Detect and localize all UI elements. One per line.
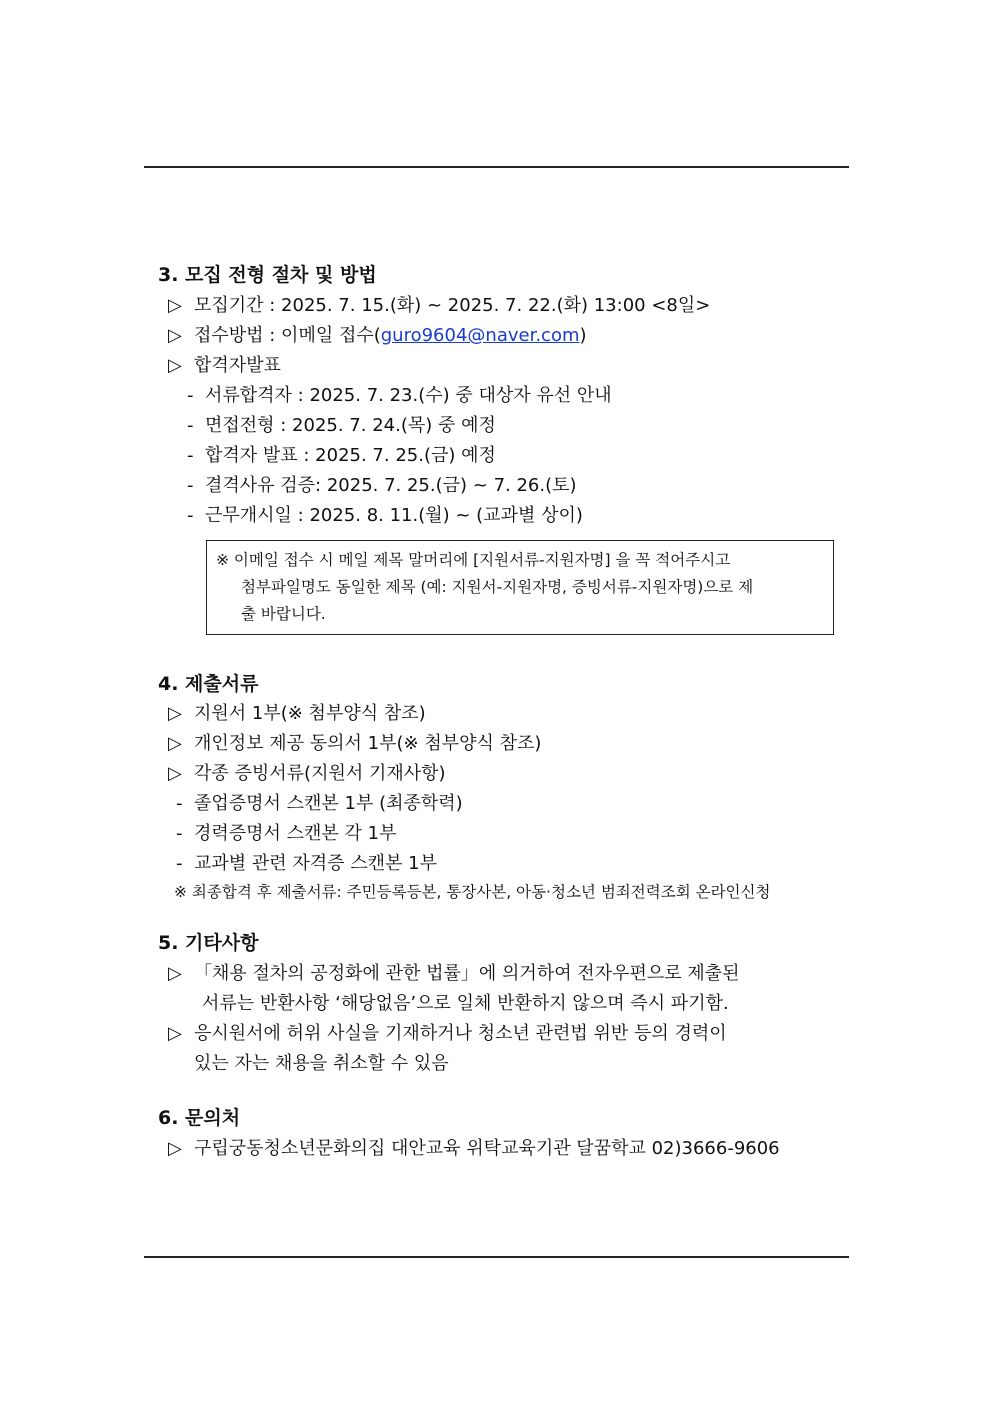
graduation-cert-item: - 졸업증명서 스캔본 1부 (최종학력) <box>176 793 463 814</box>
triangle-bullet-icon: ▷ <box>168 325 182 346</box>
section-6-title: 6. 문의처 <box>158 1107 241 1129</box>
announcement-text: 합격자발표 <box>194 355 281 376</box>
note-line-3: 출 바랍니다. <box>241 605 326 623</box>
start-date-text: 근무개시일 : 2025. 8. 11.(월) ~ (교과별 상이) <box>205 505 583 526</box>
section-5-title: 5. 기타사항 <box>158 932 259 954</box>
document-pass-item: - 서류합격자 : 2025. 7. 23.(수) 중 대상자 유선 안내 <box>187 385 612 406</box>
final-docs-note: ※ 최종합격 후 제출서류: 주민등록등본, 통장사본, 아동·청소년 범죄전력조회 온라인신청 <box>174 883 771 901</box>
license-scan-text: 교과별 관련 자격증 스캔본 1부 <box>194 853 437 874</box>
triangle-bullet-icon: ▷ <box>168 763 182 784</box>
evidence-docs-item <box>168 762 446 786</box>
license-scan-item: - 교과별 관련 자격증 스캔본 1부 <box>176 853 437 874</box>
privacy-consent-item <box>168 732 541 756</box>
triangle-bullet-icon: ▷ <box>168 733 182 754</box>
triangle-bullet-icon: ▷ <box>168 1138 182 1159</box>
career-cert-text: 경력증명서 스캔본 각 1부 <box>194 823 397 844</box>
false-info-text: 응시원서에 허위 사실을 기재하거나 청소년 관련법 위반 등의 경력이 <box>194 1023 727 1044</box>
false-info-item <box>168 1022 727 1046</box>
triangle-bullet-icon: ▷ <box>168 355 182 376</box>
note-line-1: ※ 이메일 접수 시 메일 제목 말머리에 [지원서류-지원자명] 을 꼭 적어주시고 <box>216 551 731 569</box>
false-info-text-cont: 있는 자는 채용을 취소할 수 있음 <box>194 1053 449 1074</box>
evidence-docs-text: 각종 증빙서류(지원서 기재사항) <box>194 763 446 784</box>
recruit-period-item <box>168 294 710 318</box>
final-announcement-item: - 합격자 발표 : 2025. 7. 25.(금) 예정 <box>187 445 496 466</box>
document-pass-text: 서류합격자 : 2025. 7. 23.(수) 중 대상자 유선 안내 <box>205 385 612 406</box>
section-3-title: 3. 모집 전형 절차 및 방법 <box>158 264 377 286</box>
application-form-item <box>168 702 426 726</box>
application-method-text: 접수방법 : 이메일 접수( <box>194 325 381 346</box>
career-cert-item: - 경력증명서 스캔본 각 1부 <box>176 823 397 844</box>
application-method-item <box>168 324 587 348</box>
section-4-title: 4. 제출서류 <box>158 673 259 695</box>
fair-hiring-item <box>168 962 740 986</box>
triangle-bullet-icon: ▷ <box>168 295 182 316</box>
contact-item <box>168 1137 780 1161</box>
graduation-cert-text: 졸업증명서 스캔본 1부 (최종학력) <box>194 793 463 814</box>
privacy-consent-text: 개인정보 제공 동의서 1부(※ 첨부양식 참조) <box>194 733 542 754</box>
header-rule <box>144 166 849 168</box>
application-method-close: ) <box>579 325 587 346</box>
final-announcement-text: 합격자 발표 : 2025. 7. 25.(금) 예정 <box>205 445 496 466</box>
triangle-bullet-icon: ▷ <box>168 963 182 984</box>
email-note-box <box>206 540 834 635</box>
disqualification-check-text: 결격사유 검증: 2025. 7. 25.(금) ~ 7. 26.(토) <box>205 475 577 496</box>
note-line-2: 첨부파일명도 동일한 제목 (예: 지원서-지원자명, 증빙서류-지원자명)으로 제 <box>241 578 754 596</box>
interview-text: 면접전형 : 2025. 7. 24.(목) 중 예정 <box>205 415 496 436</box>
disqualification-check-item: - 결격사유 검증: 2025. 7. 25.(금) ~ 7. 26.(토) <box>187 475 577 496</box>
recruit-period-text: 모집기간 : 2025. 7. 15.(화) ~ 2025. 7. 22.(화) 13:00 <8일> <box>194 295 711 316</box>
fair-hiring-text: 「채용 절차의 공정화에 관한 법률」에 의거하여 전자우편으로 제출된 <box>194 963 740 984</box>
triangle-bullet-icon: ▷ <box>168 1023 182 1044</box>
email-link[interactable]: guro9604@naver.com <box>380 325 580 346</box>
footer-rule <box>144 1256 849 1258</box>
application-form-text: 지원서 1부(※ 첨부양식 참조) <box>194 703 426 724</box>
contact-text: 구립궁동청소년문화의집 대안교육 위탁교육기관 달꿈학교 02)3666-9606 <box>194 1138 780 1159</box>
fair-hiring-text-cont: 서류는 반환사항 ‘해당없음’으로 일체 반환하지 않으며 즉시 파기함. <box>202 993 729 1014</box>
interview-item: - 면접전형 : 2025. 7. 24.(목) 중 예정 <box>187 415 496 436</box>
start-date-item: - 근무개시일 : 2025. 8. 11.(월) ~ (교과별 상이) <box>187 505 583 526</box>
announcement-item <box>168 354 281 378</box>
triangle-bullet-icon: ▷ <box>168 703 182 724</box>
